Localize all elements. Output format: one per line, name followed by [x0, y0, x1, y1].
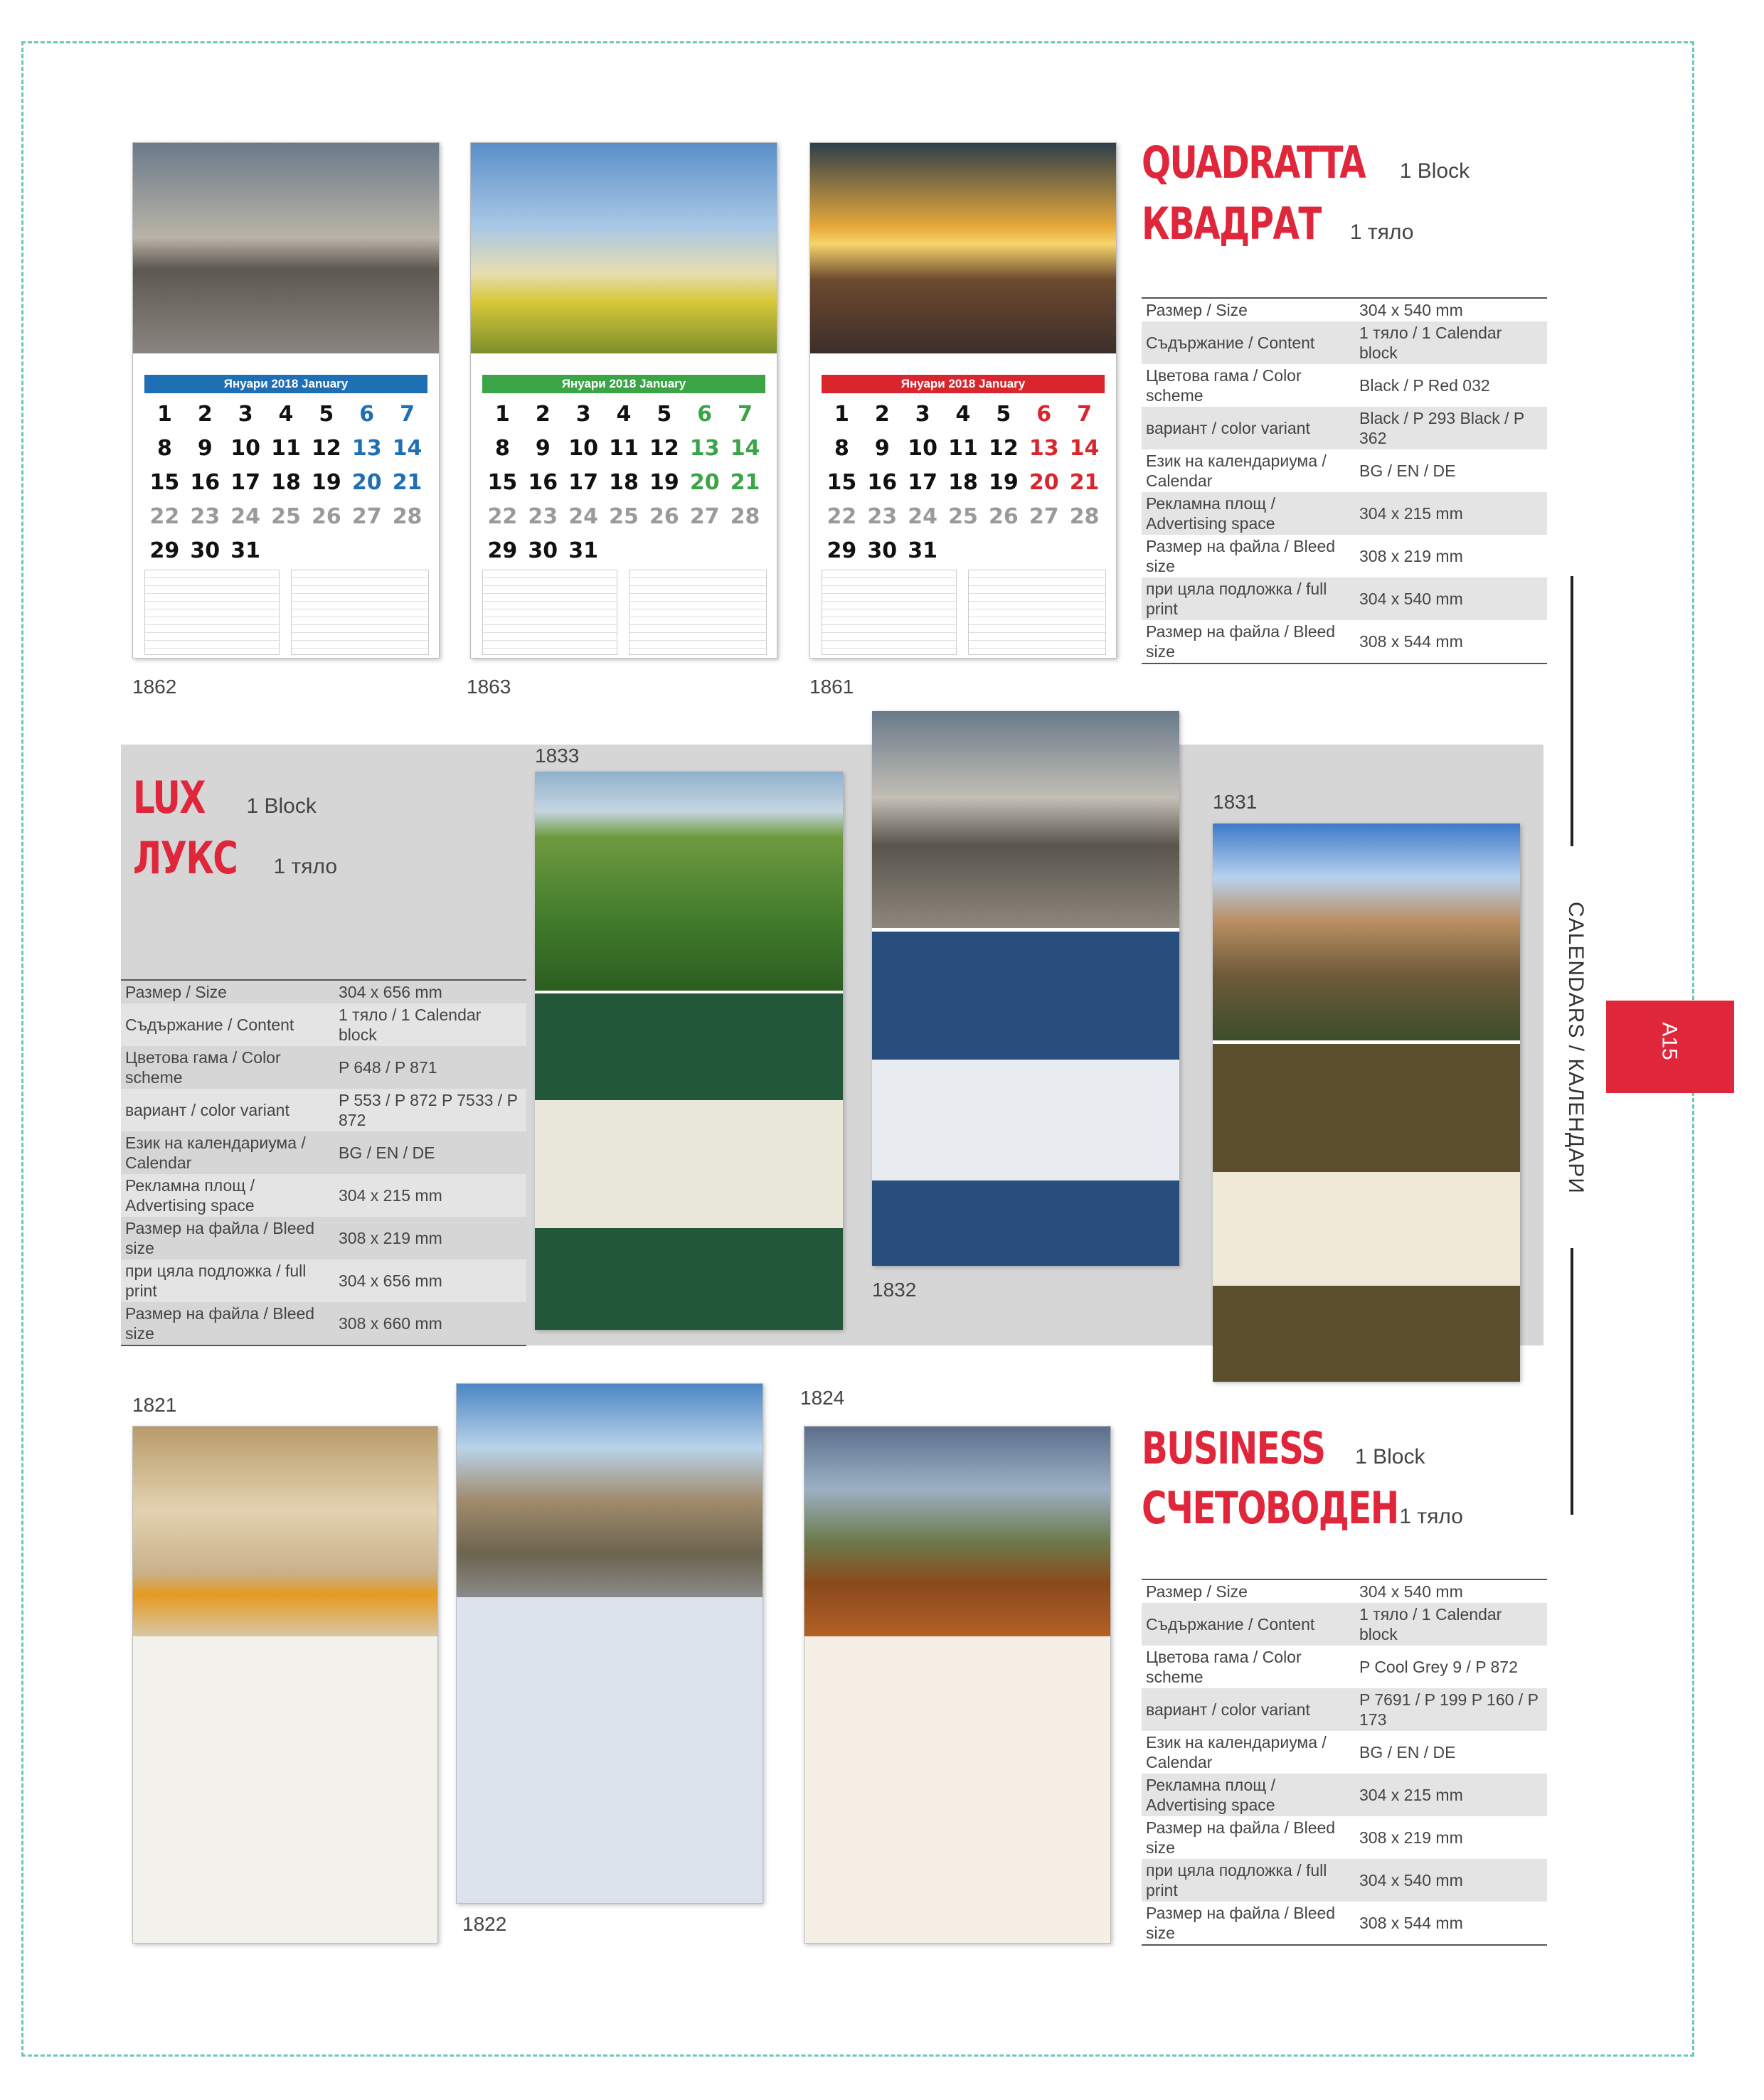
calendar-day: 6 — [697, 402, 713, 427]
calendar-day: 20 — [689, 470, 720, 495]
calendar-day — [1024, 534, 1064, 568]
spec-row — [1142, 1603, 1547, 1646]
spec-label: Рекламна площ / Advertising space — [1142, 1774, 1355, 1816]
spec-value: 304 x 540 mm — [1359, 301, 1463, 319]
spec-label: Език на календариума / Calendar — [1146, 452, 1327, 490]
spec-row — [1142, 298, 1547, 321]
calendar-day: 6 — [359, 402, 375, 427]
calendar-1861 — [809, 142, 1117, 659]
calendar-day: 11 — [948, 436, 978, 461]
spec-value: 308 x 219 mm — [1359, 547, 1463, 565]
calendar-day: 1 — [834, 402, 849, 427]
spec-row — [1142, 492, 1547, 535]
product-code: 1821 — [132, 1394, 177, 1416]
spec-row — [121, 1217, 526, 1259]
calendar-sheet — [133, 1636, 437, 1944]
spec-label: Рекламна площ / Advertising space — [1142, 492, 1355, 535]
calendar-day: 9 — [197, 436, 213, 461]
calendar-day: 14 — [1069, 436, 1100, 461]
calendar-day: 19 — [649, 470, 679, 495]
calendar-day: 16 — [528, 470, 558, 495]
calendar-day: 8 — [156, 436, 172, 461]
spec-row — [1142, 535, 1547, 577]
business-specs-table — [1142, 1579, 1547, 1946]
calendar-1821 — [132, 1426, 438, 1944]
month-grid — [482, 398, 765, 568]
calendar-day: 27 — [351, 504, 382, 529]
calendar-day: 31 — [908, 538, 937, 563]
spec-label: Съдържание / Content — [1142, 321, 1355, 364]
spec-value: 308 x 660 mm — [334, 1302, 526, 1345]
spec-row — [121, 1259, 526, 1302]
spec-label: при цяла подложка / full print — [1142, 577, 1355, 620]
spec-label: Размер на файла / Bleed size — [1142, 620, 1355, 663]
product-code: 1863 — [467, 676, 511, 698]
calendar-day: 17 — [568, 470, 598, 495]
spec-value: 304 x 540 mm — [1355, 1859, 1547, 1902]
calendar-day: 13 — [689, 436, 720, 461]
spec-row — [1142, 407, 1547, 449]
calendar-day: 25 — [948, 504, 978, 529]
spec-value: 304 x 215 mm — [1355, 492, 1547, 535]
month-panel-current — [535, 1100, 843, 1228]
side-rule-top — [1571, 576, 1573, 846]
calendar-day: 1 — [494, 402, 510, 427]
spec-row — [1142, 1731, 1547, 1774]
calendar-1824 — [804, 1426, 1111, 1944]
spec-value: Black / P 293 Black / P 362 — [1355, 407, 1547, 449]
calendar-day: 27 — [1029, 504, 1059, 529]
spec-label: Размер на файла / Bleed size — [1146, 537, 1336, 575]
calendar-day: 18 — [609, 470, 639, 495]
spec-row — [1142, 1859, 1547, 1902]
calendar-day: 22 — [149, 504, 180, 529]
spec-value: P 553 / P 872 P 7533 / P 872 — [334, 1089, 526, 1131]
spec-row — [1142, 1816, 1547, 1859]
month-panel-current — [872, 1060, 1179, 1180]
spec-row — [121, 1174, 526, 1217]
month-grid — [822, 398, 1105, 568]
calendar-day: 13 — [351, 436, 382, 461]
calendar-1863 — [470, 142, 777, 659]
calendar-day: 20 — [351, 470, 382, 495]
month-panel-dark — [535, 993, 843, 1100]
calendar-sheet — [804, 1636, 1110, 1944]
spec-label: Размер на файла / Bleed size — [121, 1302, 334, 1345]
spec-label: Цветова гама / Color scheme — [1146, 1648, 1302, 1686]
quadratta-specs-table — [1142, 297, 1547, 664]
side-section-label: CALENDARS / КАЛЕНДАРИ — [1564, 902, 1588, 1194]
photo-green-field — [535, 772, 843, 991]
spec-row — [1142, 449, 1547, 492]
calendar-day: 28 — [392, 504, 423, 529]
mini-month-december — [822, 570, 957, 655]
calendar-day — [684, 534, 725, 568]
product-code: 1861 — [809, 676, 854, 698]
calendar-1831 — [1213, 824, 1520, 1382]
spec-value: 1 тяло / 1 Calendar block — [1355, 321, 1547, 364]
calendar-day — [983, 534, 1024, 568]
spec-value: 304 x 215 mm — [334, 1174, 526, 1217]
calendar-day: 26 — [311, 504, 341, 529]
calendar-day: 8 — [494, 436, 510, 461]
calendar-day: 27 — [689, 504, 720, 529]
calendar-day: 22 — [827, 504, 857, 529]
month-panel-dark — [872, 932, 1179, 1060]
spec-label: Съдържание / Content — [121, 1003, 334, 1046]
product-code: 1833 — [535, 745, 580, 767]
calendar-day: 29 — [487, 538, 518, 563]
calendar-day — [725, 534, 765, 568]
calendar-day: 3 — [575, 402, 591, 427]
spec-value: P 648 / P 871 — [334, 1046, 526, 1089]
calendar-day: 21 — [1069, 470, 1100, 495]
spec-value: 308 x 544 mm — [1355, 620, 1547, 663]
calendar-day: 5 — [657, 402, 672, 427]
business-title: BUSINESS 1 Block — [1142, 1422, 1425, 1474]
photo-rapeseed-field — [471, 143, 777, 353]
month-header: Януари 2018 January — [144, 375, 427, 393]
page-number-tab: A15 — [1606, 1001, 1734, 1093]
spec-value: P 7691 / P 199 P 160 / P 173 — [1355, 1688, 1547, 1731]
photo-interior-sofa — [133, 1427, 437, 1636]
calendar-day: 4 — [955, 402, 971, 427]
spec-label: при цяла подложка / full print — [121, 1259, 334, 1302]
spec-label: Размер / Size — [121, 980, 334, 1003]
month-panel-dark — [1213, 1044, 1520, 1172]
spec-value: 308 x 219 mm — [1359, 1828, 1463, 1847]
mini-month-february — [968, 570, 1106, 655]
calendar-day: 18 — [948, 470, 978, 495]
calendar-day: 10 — [230, 436, 260, 461]
spec-label: Размер на файла / Bleed size — [1142, 1902, 1355, 1945]
spec-row — [1142, 1902, 1547, 1945]
spec-label: при цяла подложка / full print — [1142, 1859, 1355, 1902]
calendar-day: 5 — [319, 402, 334, 427]
photo-big-ben — [457, 1384, 763, 1597]
calendar-day: 24 — [230, 504, 260, 529]
calendar-day: 25 — [609, 504, 639, 529]
spec-value: 1 тяло / 1 Calendar block — [1355, 1603, 1547, 1646]
spec-row — [1142, 321, 1547, 364]
calendar-day: 19 — [988, 470, 1019, 495]
spec-value: 304 x 540 mm — [1355, 577, 1547, 620]
spec-row — [1142, 1646, 1547, 1688]
calendar-day: 3 — [915, 402, 930, 427]
calendar-day: 23 — [190, 504, 220, 529]
spec-value: BG / EN / DE — [1359, 462, 1456, 480]
spec-label: Език на календариума / Calendar — [121, 1131, 334, 1174]
month-panel-dark — [535, 1228, 843, 1330]
product-code: 1824 — [800, 1387, 845, 1409]
spec-value: 308 x 219 mm — [334, 1217, 526, 1259]
spec-row — [1142, 577, 1547, 620]
calendar-day — [346, 534, 387, 568]
spec-value: P Cool Grey 9 / P 872 — [1359, 1658, 1518, 1676]
spec-value: 304 x 215 mm — [1355, 1774, 1547, 1816]
calendar-day: 2 — [197, 402, 213, 427]
calendar-day: 15 — [827, 470, 857, 495]
calendar-day: 11 — [271, 436, 301, 461]
month-header: Януари 2018 January — [822, 375, 1105, 393]
photo-seascape — [872, 711, 1179, 928]
quadratta-title: QUADRATTA 1 Block — [1142, 137, 1470, 188]
month-panel-dark — [1213, 1286, 1520, 1382]
calendar-day: 21 — [730, 470, 760, 495]
calendar-day: 1 — [156, 402, 172, 427]
mini-month-december — [144, 570, 280, 655]
calendar-day: 8 — [834, 436, 849, 461]
spec-row — [121, 980, 526, 1003]
spec-label: Размер на файла / Bleed size — [1146, 1818, 1336, 1857]
spec-row — [1142, 620, 1547, 663]
spec-label: Размер на файла / Bleed size — [121, 1217, 334, 1259]
calendar-day — [943, 534, 984, 568]
spec-row — [121, 1003, 526, 1046]
lux-specs-table — [121, 979, 526, 1346]
month-header: Януари 2018 January — [482, 375, 765, 393]
calendar-day: 12 — [649, 436, 679, 461]
calendar-day: 10 — [568, 436, 598, 461]
calendar-day: 2 — [535, 402, 551, 427]
product-code: 1832 — [872, 1279, 917, 1301]
calendar-day: 23 — [528, 504, 558, 529]
calendar-day: 23 — [867, 504, 898, 529]
calendar-day: 9 — [874, 436, 890, 461]
spec-value: Black / P Red 032 — [1359, 376, 1490, 395]
calendar-day: 14 — [730, 436, 760, 461]
spec-row — [1142, 1579, 1547, 1603]
calendar-day: 12 — [988, 436, 1019, 461]
month-panel-current — [1213, 1172, 1520, 1286]
calendar-day — [266, 534, 307, 568]
calendar-day: 15 — [487, 470, 518, 495]
calendar-day: 5 — [996, 402, 1011, 427]
calendar-1822 — [456, 1383, 763, 1904]
spec-label: Цветова гама / Color scheme — [121, 1046, 334, 1089]
calendar-day: 9 — [535, 436, 551, 461]
calendar-day: 15 — [149, 470, 180, 495]
calendar-day: 12 — [311, 436, 341, 461]
photo-autumn-mountains — [804, 1427, 1110, 1636]
photo-stone-bridge — [1213, 824, 1520, 1040]
calendar-day: 11 — [609, 436, 639, 461]
spec-row — [121, 1302, 526, 1345]
spec-label: Цветова гама / Color scheme — [1146, 366, 1302, 405]
business-title-cyr: СЧЕТОВОДЕН1 тяло — [1142, 1482, 1463, 1534]
calendar-day: 28 — [730, 504, 760, 529]
calendar-day: 25 — [271, 504, 301, 529]
spec-label: Размер / Size — [1146, 301, 1248, 319]
photo-seascape — [133, 143, 439, 353]
calendar-day: 24 — [568, 504, 598, 529]
spec-label: вариант / color variant — [1142, 407, 1355, 449]
spec-value: 304 x 540 mm — [1359, 1582, 1463, 1601]
calendar-day: 7 — [1077, 402, 1092, 427]
calendar-day: 3 — [238, 402, 253, 427]
mini-month-december — [482, 570, 617, 655]
spec-row — [121, 1131, 526, 1174]
calendar-day: 16 — [867, 470, 898, 495]
spec-label: Език на календариума / Calendar — [1146, 1733, 1327, 1771]
calendar-day: 19 — [311, 470, 341, 495]
calendar-day: 13 — [1029, 436, 1059, 461]
calendar-day: 30 — [190, 538, 220, 563]
calendar-day: 16 — [190, 470, 220, 495]
calendar-day: 4 — [278, 402, 294, 427]
lux-title-cyr: ЛУКС 1 тяло — [133, 832, 338, 884]
calendar-1832 — [872, 711, 1179, 1266]
calendar-day — [644, 534, 684, 568]
mini-month-february — [291, 570, 429, 655]
product-code: 1862 — [132, 676, 177, 698]
spec-row — [121, 1089, 526, 1131]
spec-row — [1142, 364, 1547, 407]
calendar-1833 — [535, 772, 843, 1330]
spec-value: 304 x 656 mm — [334, 1259, 526, 1302]
calendar-day: 17 — [908, 470, 937, 495]
spec-label: вариант / color variant — [121, 1089, 334, 1131]
calendar-day: 7 — [400, 402, 415, 427]
calendar-day: 31 — [568, 538, 598, 563]
product-code: 1822 — [462, 1913, 507, 1935]
spec-value: BG / EN / DE — [1359, 1743, 1456, 1761]
lux-title: LUX 1 Block — [133, 772, 317, 824]
spec-row — [1142, 1688, 1547, 1731]
quadratta-title-cyr: КВАДРАТ 1 тяло — [1142, 198, 1414, 250]
spec-label: Съдържание / Content — [1142, 1603, 1355, 1646]
calendar-day: 21 — [392, 470, 423, 495]
calendar-day: 30 — [867, 538, 898, 563]
calendar-sheet — [457, 1597, 763, 1904]
calendar-day: 17 — [230, 470, 260, 495]
calendar-day — [387, 534, 427, 568]
calendar-day: 20 — [1029, 470, 1059, 495]
spec-row — [1142, 1774, 1547, 1816]
calendar-day: 2 — [874, 402, 890, 427]
spec-label: Рекламна площ / Advertising space — [121, 1174, 334, 1217]
spec-label: Размер / Size — [1146, 1582, 1248, 1601]
calendar-day: 14 — [392, 436, 423, 461]
calendar-day: 26 — [988, 504, 1019, 529]
calendar-day: 28 — [1069, 504, 1100, 529]
calendar-day — [1064, 534, 1105, 568]
calendar-day: 24 — [908, 504, 937, 529]
calendar-day: 22 — [487, 504, 518, 529]
calendar-day — [306, 534, 346, 568]
spec-value: 1 тяло / 1 Calendar block — [334, 1003, 526, 1046]
calendar-day: 4 — [616, 402, 632, 427]
calendar-day: 29 — [149, 538, 180, 563]
mini-month-february — [629, 570, 767, 655]
month-panel-dark — [872, 1180, 1179, 1266]
spec-value: 308 x 544 mm — [1355, 1902, 1547, 1945]
photo-canal-sunset — [810, 143, 1116, 353]
side-rule-bottom — [1571, 1248, 1573, 1515]
calendar-day: 7 — [738, 402, 753, 427]
calendar-day: 30 — [528, 538, 558, 563]
calendar-day: 6 — [1036, 402, 1052, 427]
calendar-day — [604, 534, 644, 568]
month-grid — [144, 398, 427, 568]
product-code: 1831 — [1213, 791, 1258, 813]
spec-value: BG / EN / DE — [334, 1131, 526, 1174]
calendar-day: 31 — [230, 538, 260, 563]
spec-value: 304 x 656 mm — [334, 980, 526, 1003]
calendar-1862 — [132, 142, 440, 659]
spec-label: вариант / color variant — [1142, 1688, 1355, 1731]
calendar-day: 29 — [827, 538, 857, 563]
calendar-day: 10 — [908, 436, 937, 461]
calendar-day: 18 — [271, 470, 301, 495]
spec-row — [121, 1046, 526, 1089]
calendar-day: 26 — [649, 504, 679, 529]
